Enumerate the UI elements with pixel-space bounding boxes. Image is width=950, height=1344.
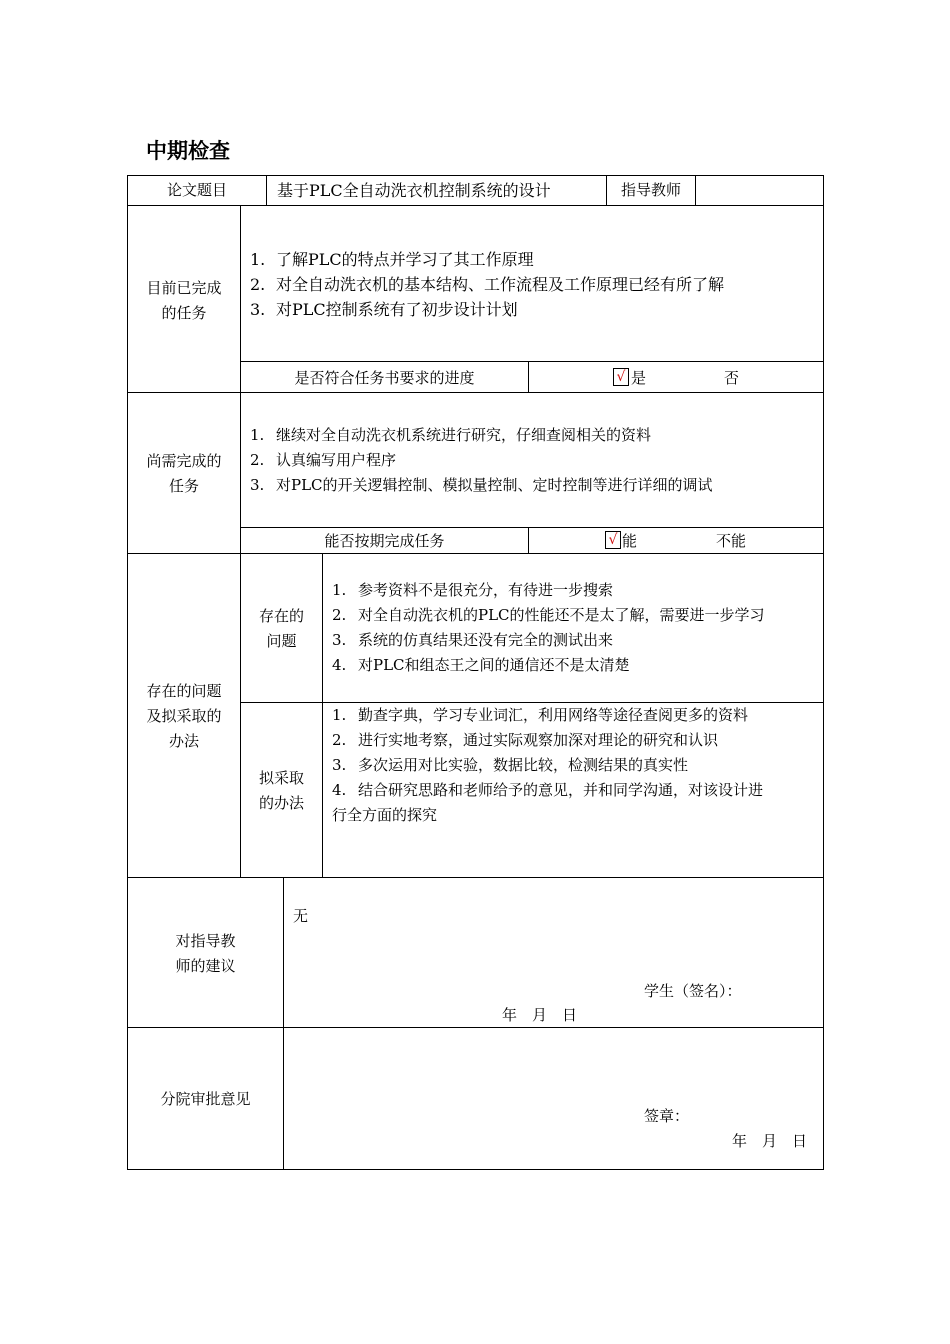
list-item: 2. 对全自动洗衣机的基本结构、工作流程及工作原理已经有所了解 <box>250 275 725 294</box>
advisor-label: 指导教师 <box>620 181 681 199</box>
approval-label: 分院审批意见 <box>160 1090 251 1108</box>
progress-yes-label: 是 <box>631 369 647 387</box>
table-rule <box>528 361 529 392</box>
completed-task-list <box>250 247 724 322</box>
table-border-bottom <box>127 1169 824 1170</box>
page-title: 中期检查 <box>146 139 230 163</box>
table-rule <box>127 1027 824 1028</box>
completed-label-line1: 目前已完成 <box>146 279 222 297</box>
list-item: 1. 参考资料不是很充分，有待进一步搜索 <box>332 581 614 599</box>
list-item: 3. 对PLC控制系统有了初步设计计划 <box>250 300 518 319</box>
list-item: 3. 多次运用对比实验，数据比较，检测结果的真实性 <box>332 756 689 774</box>
measures-label-line2: 的办法 <box>258 794 304 812</box>
list-item: 2. 进行实地考察，通过实际观察加深对理论的研究和认识 <box>332 731 719 749</box>
table-rule <box>283 877 284 1169</box>
advice-date: 年 月 日 <box>502 1006 578 1024</box>
ontime-question: 能否按期完成任务 <box>324 532 445 550</box>
issues-label-line3: 办法 <box>168 732 199 750</box>
table-rule <box>322 553 323 877</box>
list-item: 4. 结合研究思路和老师给予的意见，并和同学沟通，对该设计进 <box>332 781 764 799</box>
approval-date: 年 月 日 <box>732 1132 808 1150</box>
table-rule <box>127 877 824 878</box>
measures-label-line1: 拟采取 <box>258 769 304 787</box>
remaining-task-list <box>250 423 713 498</box>
remaining-label-line1: 尚需完成的 <box>146 452 222 470</box>
progress-yes-checkbox[interactable]: √ <box>613 368 629 386</box>
issues-label-line1: 存在的问题 <box>146 682 222 700</box>
approval-seal: 签章： <box>644 1107 690 1125</box>
table-border-top <box>127 175 824 176</box>
list-item: 1. 了解PLC的特点并学习了其工作原理 <box>250 250 534 269</box>
table-rule <box>127 392 824 393</box>
issues-label-line2: 及拟采取的 <box>146 707 222 725</box>
table-rule <box>695 175 696 205</box>
advice-content: 无 <box>293 907 309 925</box>
table-rule <box>240 361 824 362</box>
advice-label-line1: 对指导教 <box>175 932 236 950</box>
table-rule <box>266 175 267 205</box>
list-item: 1. 勤查字典，学习专业词汇，利用网络等途径查阅更多的资料 <box>332 706 749 724</box>
list-item: 2. 对全自动洗衣机的PLC的性能还不是太了解，需要进一步学习 <box>332 606 765 624</box>
topic-label: 论文题目 <box>166 181 227 199</box>
problems-label-line1: 存在的 <box>258 607 304 625</box>
list-item: 2. 认真编写用户程序 <box>250 451 397 469</box>
problems-list <box>332 578 765 678</box>
progress-no-label[interactable]: 否 <box>724 369 740 387</box>
list-item: 4. 对PLC和组态王之间的通信还不是太清楚 <box>332 656 630 674</box>
remaining-label-line2: 任务 <box>168 477 199 495</box>
table-rule <box>127 205 824 206</box>
ontime-cannot-label[interactable]: 不能 <box>716 532 747 550</box>
progress-question: 是否符合任务书要求的进度 <box>294 369 475 387</box>
completed-label-line2: 的任务 <box>161 304 207 322</box>
list-item: 3. 系统的仿真结果还没有完全的测试出来 <box>332 631 614 649</box>
student-signature: 学生（签名）： <box>644 982 742 1000</box>
ontime-can-checkbox[interactable]: √ <box>605 531 621 549</box>
measures-list <box>332 703 763 803</box>
list-item: 1. 继续对全自动洗衣机系统进行研究，仔细查阅相关的资料 <box>250 426 652 444</box>
table-rule <box>528 527 529 553</box>
table-border-right <box>823 175 824 1170</box>
problems-label-line2: 问题 <box>266 632 297 650</box>
advice-label-line2: 师的建议 <box>175 957 236 975</box>
topic-value: 基于PLC全自动洗衣机控制系统的设计 <box>277 181 551 200</box>
list-item: 3. 对PLC的开关逻辑控制、模拟量控制、定时控制等进行详细的调试 <box>250 476 713 494</box>
ontime-can-label: 能 <box>622 532 638 550</box>
measures-continuation: 行全方面的探究 <box>332 806 438 824</box>
table-rule <box>240 527 824 528</box>
